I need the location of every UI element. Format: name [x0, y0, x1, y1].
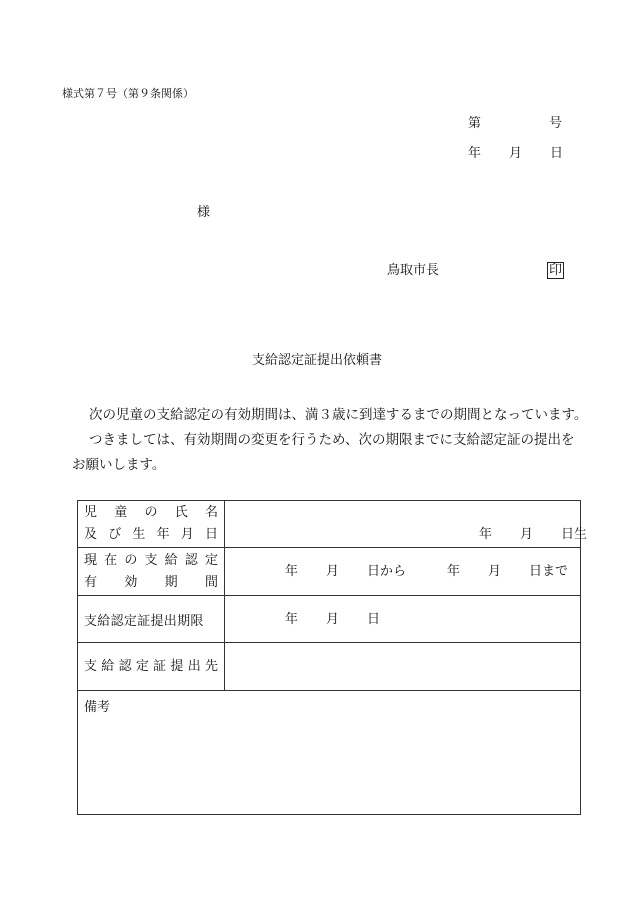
birth-day: 日生 — [561, 527, 588, 542]
table-row-period — [78, 548, 581, 596]
value-child-name-birth[interactable] — [225, 501, 588, 548]
deadline-day: 日 — [367, 612, 381, 627]
label-child-name: 児 童 の 氏 名 — [84, 505, 218, 520]
label-submission-destination: 支 給 認 定 証 提 出 先 — [78, 643, 225, 691]
remarks-label: 備考 — [84, 700, 111, 715]
value-submission-destination[interactable] — [225, 643, 581, 691]
table-row-child — [78, 501, 581, 548]
label-child-name-birth — [78, 501, 225, 548]
doc-number-dai: 第 — [468, 116, 482, 131]
form-number: 様式第７号（第９条関係） — [62, 87, 194, 100]
document-title: 支給認定証提出依頼書 — [252, 353, 383, 368]
label-validity-period: 有 効 期 間 — [84, 574, 218, 590]
label-current-period — [78, 548, 225, 596]
period-from-day: 日から — [367, 564, 407, 579]
value-submission-deadline[interactable] — [225, 596, 581, 643]
remarks-cell[interactable] — [78, 691, 581, 815]
table-row-remarks — [78, 691, 581, 815]
deadline-month: 月 — [326, 612, 340, 627]
request-table — [77, 500, 588, 815]
recipient-suffix: 様 — [197, 205, 211, 220]
period-from-month: 月 — [326, 564, 340, 579]
label-submission-deadline: 支給認定証提出期限 — [78, 596, 225, 643]
doc-number-go: 号 — [549, 116, 563, 131]
body-paragraph-1: 次の児童の支給認定の有効期間は、満３歳に到達するまでの期間となっています。 — [89, 407, 588, 423]
period-until-year: 年 — [447, 564, 461, 579]
deadline-year: 年 — [285, 612, 299, 627]
issuer-name: 鳥取市長 — [387, 263, 440, 278]
date-month: 月 — [509, 146, 523, 161]
body-paragraph-2-line-1: つきましては、有効期間の変更を行うため、次の期限までに支給認定証の提出を — [89, 432, 575, 448]
table-row-destination — [78, 643, 581, 691]
period-from-year: 年 — [285, 564, 299, 579]
date-day: 日 — [550, 146, 564, 161]
birth-month: 月 — [520, 527, 534, 542]
value-current-period[interactable] — [225, 548, 581, 596]
label-current-cert: 現 在 の 支 給 認 定 — [84, 552, 218, 568]
table-row-deadline — [78, 596, 581, 643]
seal-mark: 印 — [549, 263, 563, 278]
body-paragraph-2-line-2: お願いします。 — [72, 457, 166, 473]
date-year: 年 — [468, 146, 482, 161]
period-until-day: 日まで — [529, 564, 569, 579]
period-until-month: 月 — [488, 564, 502, 579]
birth-year: 年 — [479, 527, 493, 542]
label-birth-date: 及 び 生 年 月 日 — [84, 527, 218, 542]
